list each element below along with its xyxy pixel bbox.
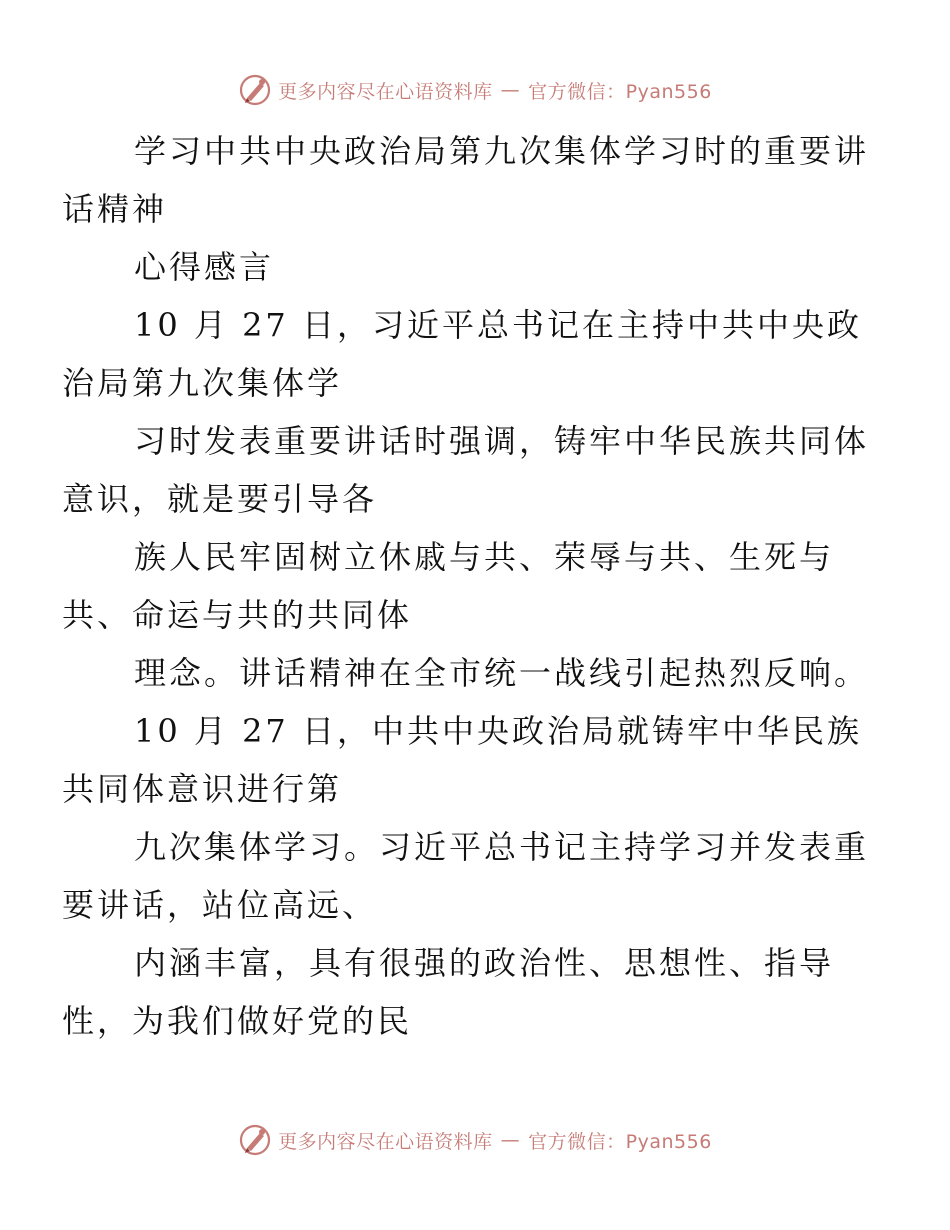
paragraph-line: 共同体意识进行第: [62, 770, 343, 808]
watermark-dash: —: [500, 79, 521, 101]
paragraph-line: 性，为我们做好党的民: [62, 1002, 413, 1040]
paragraph-line: 学习中共中央政治局第九次集体学习时的重要讲: [134, 132, 870, 170]
paragraph-subtitle: [98, 238, 858, 296]
paragraph: [62, 296, 862, 412]
paragraph: [62, 934, 858, 1050]
paragraph-line: 共、命运与共的共同体: [62, 596, 413, 634]
watermark-dash: —: [500, 1129, 521, 1151]
paragraph-line: 内涵丰富，具有很强的政治性、思想性、指导: [134, 944, 835, 982]
paragraph-line: 心得感言: [134, 248, 275, 286]
paragraph-title: [62, 122, 870, 238]
paragraph-line: 10 月 27 日，习近平总书记在主持中共中央政: [134, 306, 862, 344]
paragraph: [98, 644, 870, 702]
paragraph-line: 治局第九次集体学: [62, 364, 343, 402]
paragraph-line: 族人民牢固树立休戚与共、荣辱与共、生死与: [134, 538, 835, 576]
watermark-wechat-text: 官方微信：Pyan556: [528, 1130, 712, 1153]
watermark-wechat-text: 官方微信：Pyan556: [528, 80, 712, 103]
footer-watermark: [0, 1120, 950, 1160]
body-text: [62, 122, 870, 1050]
watermark-site-text: 更多内容尽在心语资料库: [278, 1130, 493, 1153]
paragraph: [62, 702, 862, 818]
paragraph: [62, 528, 858, 644]
paragraph-line: 理念。讲话精神在全市统一战线引起热烈反响。: [134, 654, 870, 692]
pen-circle-logo-icon: [238, 73, 272, 107]
paragraph-line: 九次集体学习。习近平总书记主持学习并发表重: [134, 828, 870, 866]
paragraph: [62, 818, 870, 934]
watermark-site-text: 更多内容尽在心语资料库: [278, 80, 493, 103]
paragraph-line: 10 月 27 日，中共中央政治局就铸牢中华民族: [134, 712, 862, 750]
paragraph-line: 要讲话，站位高远、: [62, 886, 378, 924]
pen-circle-logo-icon: [238, 1123, 272, 1157]
paragraph-line: 习时发表重要讲话时强调，铸牢中华民族共同体: [134, 422, 870, 460]
paragraph: [62, 412, 870, 528]
paragraph-line: 意识，就是要引导各: [62, 480, 378, 518]
header-watermark: [0, 70, 950, 110]
paragraph-line: 话精神: [62, 190, 168, 228]
